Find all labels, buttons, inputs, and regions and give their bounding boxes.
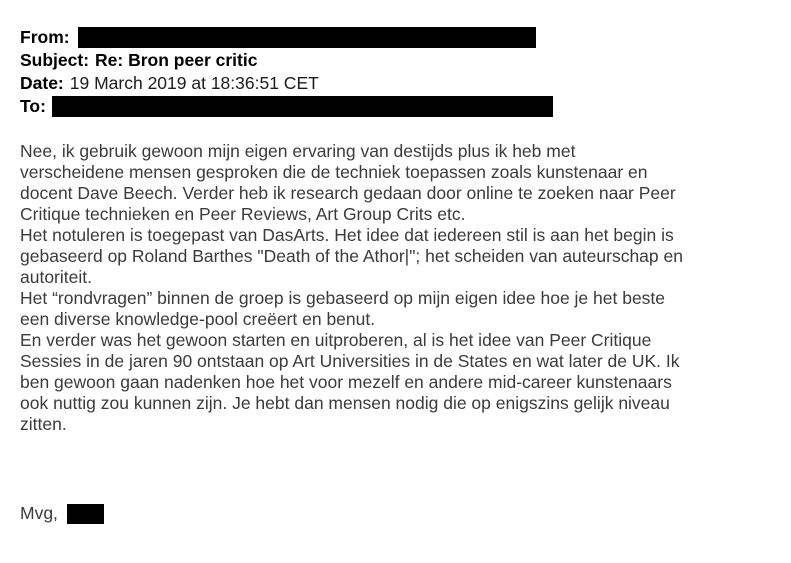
- email-body: [20, 141, 771, 435]
- date-label: Date:: [20, 73, 64, 93]
- from-redaction-bar: [78, 27, 536, 48]
- signature-closing: Mvg,: [20, 503, 58, 523]
- from-row: [20, 26, 771, 49]
- body-line: Sessies in de jaren 90 ontstaan op Art Universities in de States en wat later de UK. Ik: [20, 351, 680, 371]
- body-line: En verder was het gewoon starten en uitproberen, al is het idee van Peer Critique: [20, 330, 652, 350]
- email-header: [20, 26, 771, 118]
- body-line: verscheidene mensen gesproken die de techniek toepassen zoals kunstenaar en: [20, 162, 648, 182]
- subject-label: Subject:: [20, 50, 90, 70]
- body-line: ben gewoon gaan nadenken hoe het voor mezelf en andere mid-career kunstenaars: [20, 372, 672, 392]
- body-line: Critique technieken en Peer Reviews, Art Group Crits etc.: [20, 204, 466, 224]
- body-line: Het “rondvragen” binnen de groep is gebaseerd op mijn eigen idee hoe je het beste: [20, 288, 666, 308]
- signature-redaction-box: [67, 504, 104, 524]
- body-line: ook nuttig zou kunnen zijn. Je hebt dan mensen nodig die op enigszins gelijk niveau: [20, 393, 670, 413]
- body-line: een diverse knowledge-pool creëert en benut.: [20, 309, 376, 329]
- body-line: autoriteit.: [20, 267, 92, 287]
- body-line: gebaseerd op Roland Barthes "Death of the Athor|"; het scheiden van auteurschap en: [20, 246, 683, 266]
- subject-row: [20, 49, 771, 72]
- to-redaction-bar: [52, 96, 553, 117]
- signature-row: [20, 503, 771, 524]
- from-label: From:: [20, 27, 70, 47]
- to-row: [20, 95, 771, 118]
- date-value: 19 March 2019 at 18:36:51 CET: [69, 73, 319, 93]
- to-label: To:: [20, 96, 46, 116]
- subject-value: Re: Bron peer critic: [95, 50, 258, 70]
- body-line: docent Dave Beech. Verder heb ik research gedaan door online te zoeken naar Peer: [20, 183, 676, 203]
- body-line: Nee, ik gebruik gewoon mijn eigen ervaring van destijds plus ik heb met: [20, 141, 576, 161]
- body-line: Het notuleren is toegepast van DasArts. Het idee dat iedereen stil is aan het begin is: [20, 225, 674, 245]
- date-row: [20, 72, 771, 95]
- body-line: zitten.: [20, 414, 67, 434]
